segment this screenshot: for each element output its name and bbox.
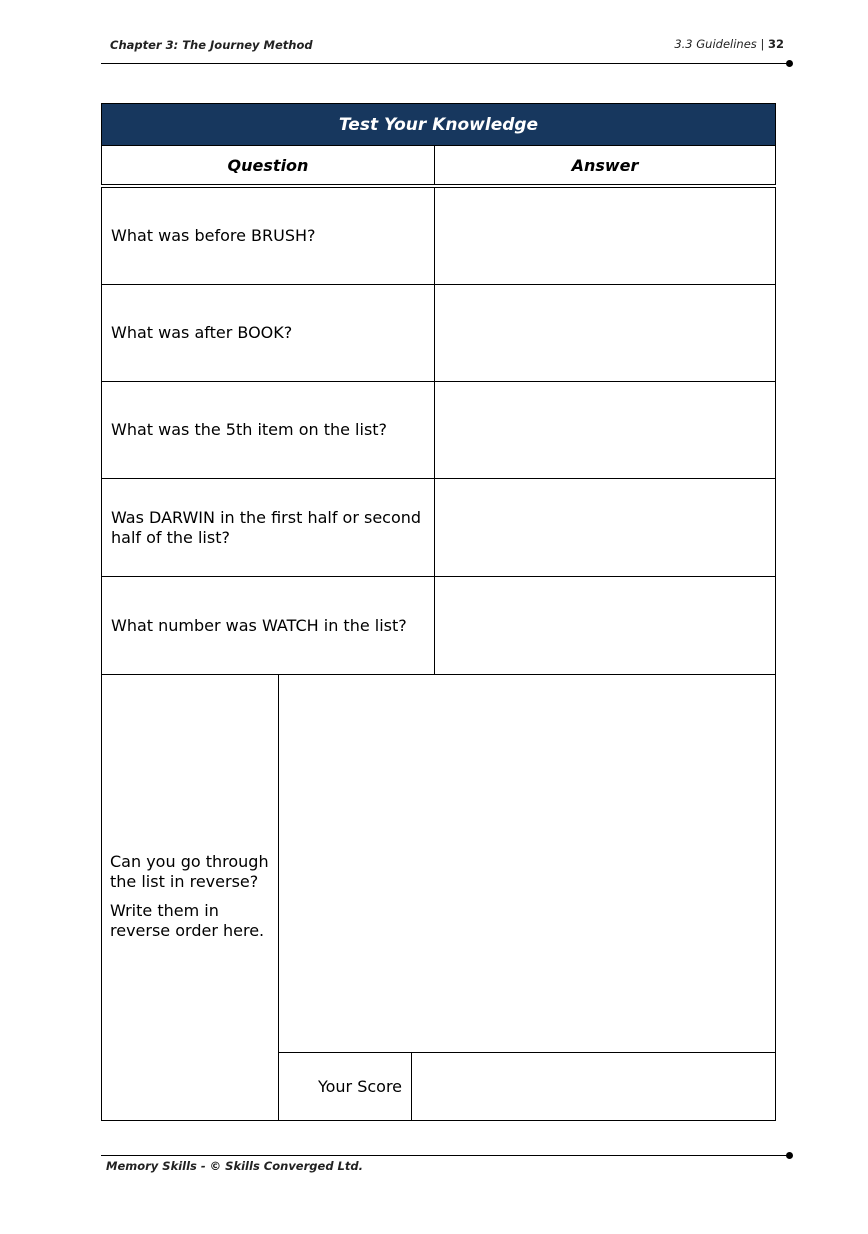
score-input-cell[interactable] bbox=[411, 1052, 776, 1121]
question-cell-4: Was DARWIN in the first half or second half of the list? bbox=[101, 478, 435, 577]
footer-rule-dot bbox=[786, 1152, 793, 1159]
page-number: 32 bbox=[767, 37, 784, 51]
running-header-chapter: Chapter 3: The Journey Method bbox=[110, 38, 313, 52]
answer-cell-5[interactable] bbox=[434, 576, 776, 675]
footer-rule bbox=[101, 1155, 789, 1156]
running-header-section bbox=[674, 37, 784, 51]
footer-copyright: Memory Skills - © Skills Converged Ltd. bbox=[106, 1159, 363, 1173]
section-label: 3.3 Guidelines bbox=[674, 37, 757, 51]
answer-column-header: Answer bbox=[434, 145, 776, 185]
answer-cell-4[interactable] bbox=[434, 478, 776, 577]
question-cell-1: What was before BRUSH? bbox=[101, 187, 435, 285]
header-rule bbox=[101, 63, 789, 64]
question-column-header: Question bbox=[101, 145, 435, 185]
reverse-question-text bbox=[110, 852, 270, 950]
reverse-answer-area[interactable] bbox=[278, 674, 776, 1053]
header-separator: | bbox=[756, 37, 768, 51]
answer-cell-2[interactable] bbox=[434, 284, 776, 382]
score-label-cell: Your Score bbox=[278, 1052, 412, 1121]
answer-cell-1[interactable] bbox=[434, 187, 776, 285]
question-cell-5: What number was WATCH in the list? bbox=[101, 576, 435, 675]
question-cell-3: What was the 5th item on the list? bbox=[101, 381, 435, 479]
header-rule-dot bbox=[786, 60, 793, 67]
question-cell-2: What was after BOOK? bbox=[101, 284, 435, 382]
quiz-title: Test Your Knowledge bbox=[101, 103, 776, 146]
reverse-line-1: Can you go through the list in reverse? bbox=[110, 852, 269, 891]
answer-cell-3[interactable] bbox=[434, 381, 776, 479]
reverse-line-2: Write them in reverse order here. bbox=[110, 901, 265, 940]
